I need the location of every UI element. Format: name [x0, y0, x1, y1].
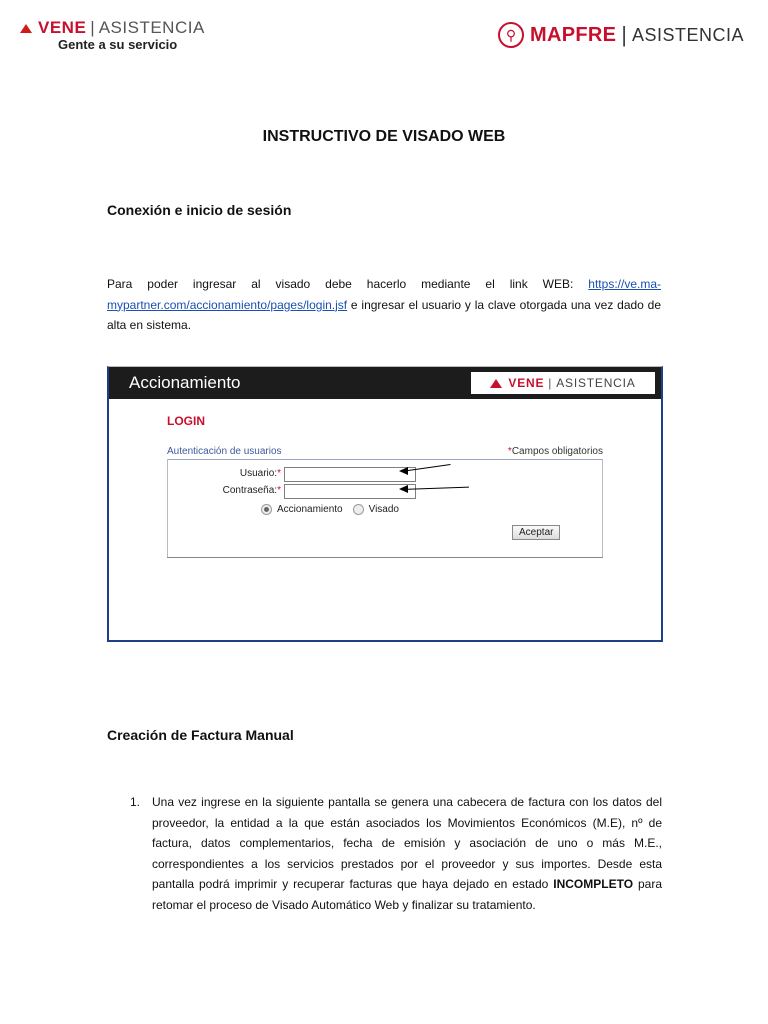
login-screenshot [107, 366, 663, 642]
screenshot-brand-logo [471, 372, 655, 394]
screenshot-brand-asistencia: ASISTENCIA [556, 376, 636, 390]
form-right-border [602, 459, 603, 557]
required-star: * [277, 468, 281, 479]
vene-triangle-icon [20, 24, 32, 33]
section-heading-login: Conexión e inicio de sesión [107, 202, 292, 218]
radio-accionamiento[interactable] [261, 504, 272, 515]
vene-asistencia-logo [20, 18, 205, 52]
list-item-text: Una vez ingrese en la siguiente pantalla se genera una cabecera de factura con los datos del proveedor, la entidad a la que están asociados los Movimientos Económicos (M.E), nº de factura, datos complementarios, fecha de emisión y asociación de uno o más M.E., correspondientes a los servicios prestados por el proveedor y sus importes. Desde esta pantalla podrá imprimir y recuperar facturas que haya dejado en estado [152, 795, 662, 891]
password-label-row [161, 485, 281, 496]
password-label: Contraseña: [222, 485, 278, 496]
accept-button[interactable]: Aceptar [512, 525, 560, 540]
vene-asistencia: ASISTENCIA [98, 18, 205, 37]
auth-label: Autenticación de usuarios [167, 446, 282, 457]
numbered-list [130, 792, 662, 915]
radio-visado[interactable] [353, 504, 364, 515]
required-text: Campos obligatorios [511, 446, 603, 457]
login-paragraph [107, 274, 661, 336]
section-heading-invoice: Creación de Factura Manual [107, 727, 294, 743]
arrow-head-icon [399, 485, 408, 493]
password-input[interactable] [284, 484, 416, 499]
form-top-divider [167, 459, 603, 460]
username-input[interactable] [284, 467, 416, 482]
mapfre-emblem-icon: ⚲ [498, 22, 524, 48]
screenshot-brand-separator: | [548, 376, 553, 390]
user-label: Usuario: [239, 468, 278, 479]
login-heading: LOGIN [167, 414, 205, 428]
list-item-text-end: para retomar el proceso de Visado Automático Web y finalizar su tratamiento. [152, 877, 662, 912]
list-item-number: 1. [130, 795, 141, 809]
login-link[interactable]: https://ve.ma-mypartner.com/accionamiento/pages/login.jsf [107, 277, 661, 312]
vene-triangle-icon [490, 379, 502, 388]
mapfre-asistencia-logo [498, 22, 744, 48]
radio-visado-label: Visado [368, 504, 399, 515]
vene-tagline: Gente a su servicio [58, 37, 178, 52]
document-title: INSTRUCTIVO DE VISADO WEB [262, 128, 506, 145]
paragraph-text-start: Para poder ingresar al visado debe hacerlo mediante el link WEB: [107, 277, 589, 291]
app-title-bar [109, 367, 661, 399]
status-incompleto: INCOMPLETO [553, 877, 634, 891]
mapfre-brand: MAPFRE [530, 23, 617, 46]
radio-accionamiento-label: Accionamiento [277, 504, 343, 515]
vene-separator: | [90, 18, 95, 37]
vene-brand: VENE [38, 18, 87, 37]
mode-radio-group [261, 504, 399, 515]
app-title: Accionamiento [129, 373, 241, 392]
required-fields-note [508, 446, 603, 457]
user-label-row [161, 468, 281, 479]
required-star: * [277, 485, 281, 496]
form-bottom-divider [167, 557, 603, 558]
required-star: * [507, 446, 512, 457]
list-item [152, 792, 662, 915]
arrow-head-icon [399, 467, 408, 475]
mapfre-separator: | [621, 22, 627, 47]
screenshot-brand-name: VENE [508, 376, 545, 390]
paragraph-text-end: e ingresar el usuario y la clave otorgada una vez dado de alta en sistema. [107, 297, 661, 332]
mapfre-asistencia: ASISTENCIA [631, 24, 744, 45]
